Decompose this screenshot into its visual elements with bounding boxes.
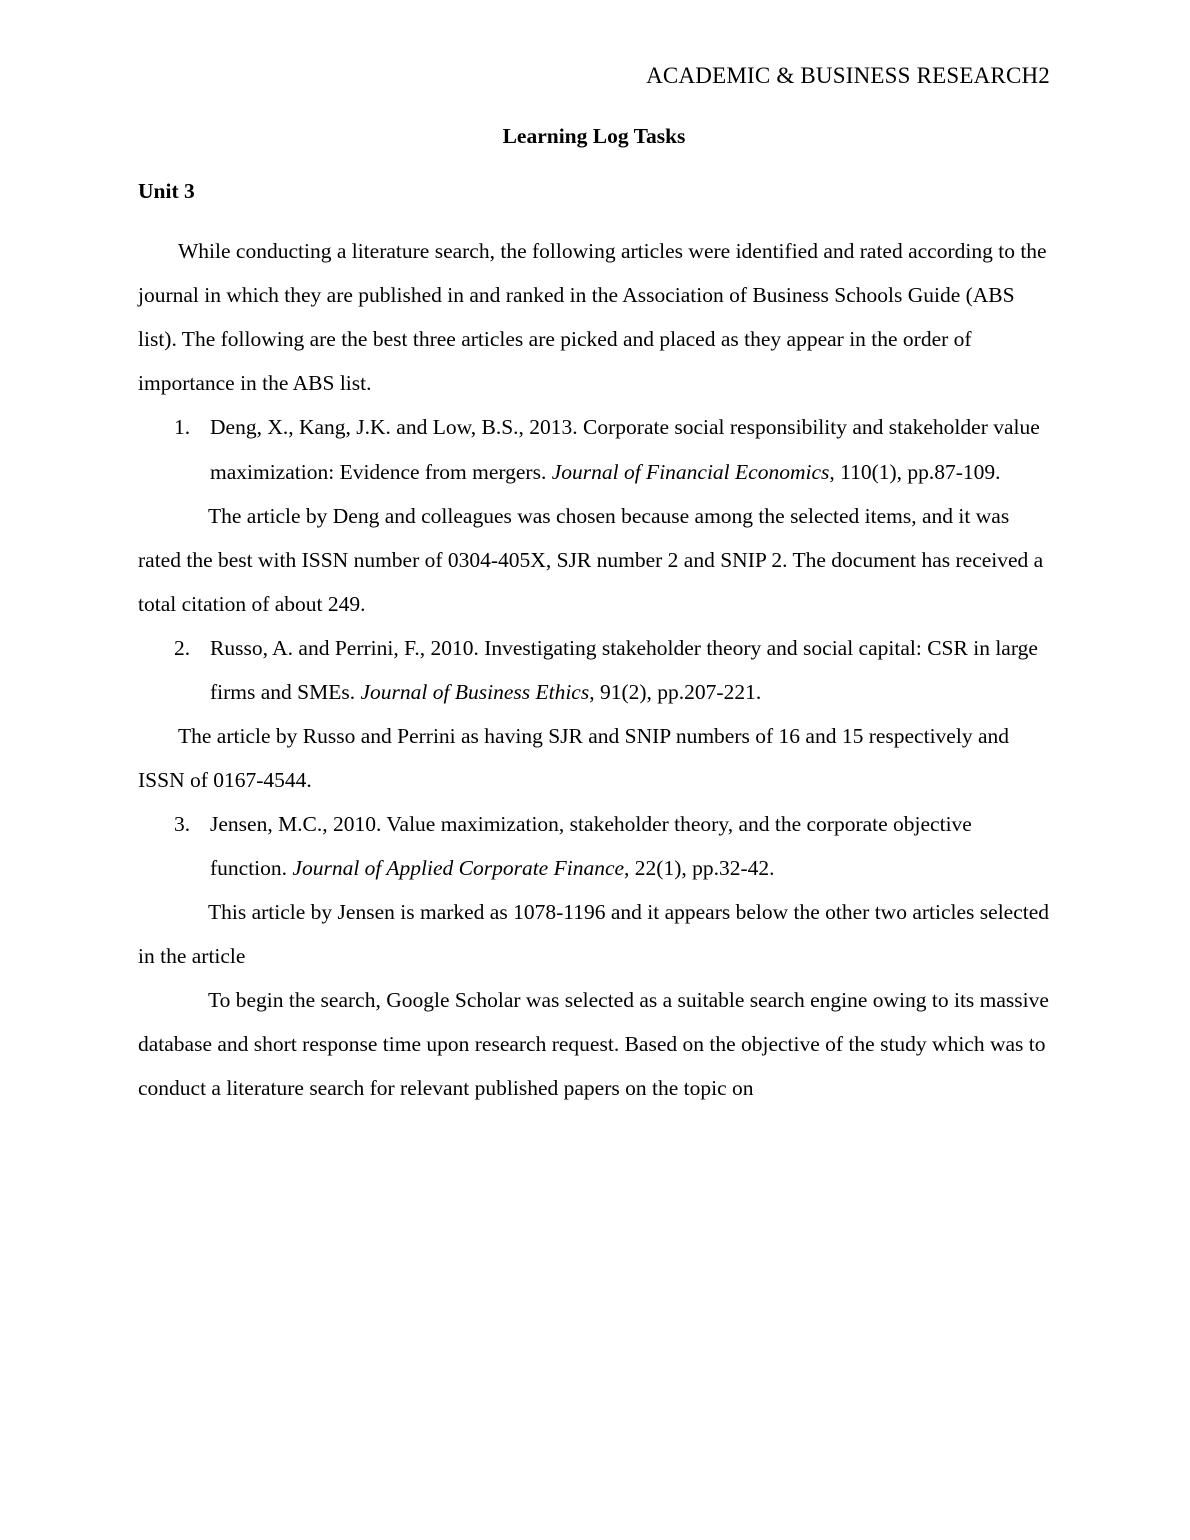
reference-text-before: Jensen, M.C., 2010. Value maximization, stakeholder theory, and the corporate objective function. bbox=[210, 812, 972, 881]
reference-list bbox=[138, 802, 1050, 890]
reference-journal: Journal of Business Ethics bbox=[360, 679, 590, 704]
list-item bbox=[138, 626, 1050, 714]
reference-text-after: , 110(1), pp.87-109. bbox=[829, 459, 1001, 484]
list-item bbox=[138, 802, 1050, 890]
reference-text-after: , 22(1), pp.32-42. bbox=[624, 856, 775, 881]
reference-text-after: , 91(2), pp.207-221. bbox=[589, 679, 762, 704]
intro-paragraph: While conducting a literature search, the following articles were identified and rated according to the journal in which they are published in and ranked in the Association of Business Schools Guide (ABS list). The following are the best three articles are picked and placed as they appear in the order of importance in the ABS list. bbox=[138, 239, 1047, 396]
reference-list bbox=[138, 405, 1050, 493]
reference-journal: Journal of Financial Economics bbox=[551, 459, 830, 484]
commentary-paragraph-3: This article by Jensen is marked as 1078-1196 and it appears below the other two articles selected in the article bbox=[138, 900, 1050, 969]
list-item-number: 1. bbox=[174, 415, 191, 440]
reference-text-before: Russo, A. and Perrini, F., 2010. Investigating stakeholder theory and social capital: CSR in large firms and SMEs. bbox=[210, 635, 1038, 704]
commentary-paragraph-1: The article by Deng and colleagues was chosen because among the selected items, and it was rated the best with ISSN number of 0304-405X, SJR number 2 and SNIP 2. The document has received a total citation of about 249. bbox=[138, 503, 1044, 616]
reference-text-before: Deng, X., Kang, J.K. and Low, B.S., 2013. Corporate social responsibility and stakeholder value maximization: Evidence from mergers. bbox=[210, 415, 1040, 484]
closing-paragraph: To begin the search, Google Scholar was selected as a suitable search engine owing to its massive database and short response time upon research request. Based on the objective of the study which was to conduct a literature search for relevant published papers on the topic on bbox=[138, 988, 1049, 1101]
reference-list bbox=[138, 626, 1050, 714]
list-item bbox=[138, 405, 1050, 493]
page-title: Learning Log Tasks bbox=[502, 123, 686, 148]
list-item-number: 2. bbox=[174, 635, 191, 660]
running-head: ACADEMIC & BUSINESS RESEARCH2 bbox=[646, 63, 1050, 88]
reference-journal: Journal of Applied Corporate Finance bbox=[292, 856, 625, 881]
section-heading-unit: Unit 3 bbox=[138, 179, 195, 204]
list-item-number: 3. bbox=[174, 812, 191, 836]
commentary-paragraph-2: The article by Russo and Perrini as having SJR and SNIP numbers of 16 and 15 respectively and ISSN of 0167-4544. bbox=[138, 723, 1009, 792]
